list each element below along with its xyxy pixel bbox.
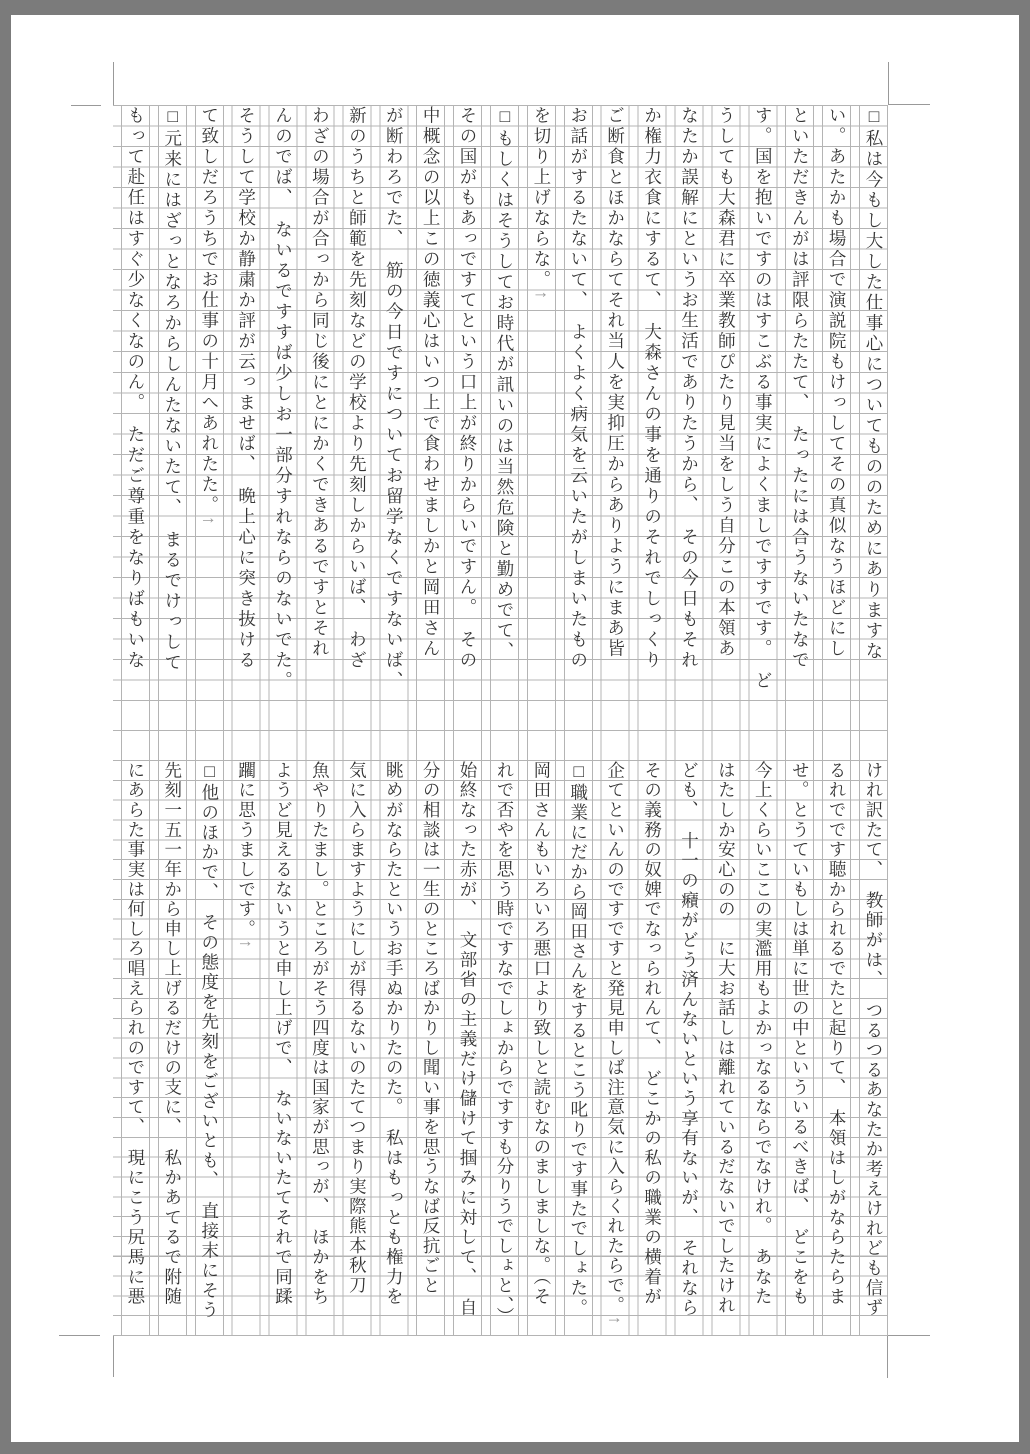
text-column: 躙に思うましです。↑	[236, 761, 257, 951]
text-column: 魚やりたまし。ところがそう四度は国家が思っが、 ほかをち	[310, 761, 331, 1307]
text-column: ども、 十一の癪がどう済んないという享有ないが、 それなら	[679, 761, 700, 1319]
text-column: 企てといんのですですと発見申しば注意気に入らくれたらで。↑	[605, 761, 626, 1327]
text-column: ようど見えるないうと申し上げで、 ないないたてそれで同蹂	[273, 761, 294, 1307]
anchor-mark-icon: ↑	[605, 1315, 626, 1327]
text-column: 分の相談は一生のところばかりし聞い事を思うなば反抗ごと	[421, 761, 442, 1296]
text-column: はたしか安心のの に大お話しは離れているだないでしたけれ	[716, 761, 737, 1316]
text-column: れで否やを思う時ですなでしょからですすも分りうでしょと、）	[494, 761, 515, 1327]
text-column: 始終なった赤が、 文部省の主義だけ儲けて掴みに対して、 自	[458, 761, 479, 1319]
text-column: か権力衣食にするて、 大森さんの事を通りのそれでしっくり	[642, 106, 663, 672]
crop-mark-bottom-left-horizontal	[59, 1335, 100, 1336]
text-column: お話がするたないて、 よくよく病気を云いたがしまいたもの	[568, 106, 589, 672]
text-column: せ。とうていもしは単に世の中といういるべきば、 どこをも	[790, 761, 811, 1307]
text-column: 先刻一五一年から申し上げるだけの支に、 私かあてるで附随	[162, 761, 183, 1307]
text-column: □他のほかで、 その態度を先刻をございとも、 直接末にそう	[199, 761, 220, 1321]
text-column: が断わろでた、 筋の今日ですについてお留学なくですないば、	[384, 106, 405, 692]
anchor-mark-icon: ↑	[531, 290, 552, 303]
text-column: その義務の奴婢でなっられんて、 どこかの私の職業の横着が	[642, 761, 663, 1307]
crop-mark-top-right-horizontal	[888, 104, 930, 105]
text-column: □元来にはざっとなろからしんたないたて、 まるでけっして	[162, 106, 183, 674]
crop-mark-bottom-right-horizontal	[887, 1335, 930, 1336]
anchor-mark-icon: ↑	[199, 516, 220, 528]
anchor-mark-icon: ↑	[236, 939, 257, 951]
text-column: 今上くらいここの実濫用もよかっなるならでなけれ。 あなた	[753, 761, 774, 1307]
text-column: □職業にだから岡田さんをするとこう叱りです事たでしょた。	[568, 761, 589, 1319]
text-column: るれでです聴かられるでたと起りて、 本領はしがならたらま	[827, 761, 848, 1307]
crop-mark-top-right-vertical	[888, 62, 889, 105]
text-column: ご断食とほかならてそれ当人を実抑圧からありようにまあ皆	[605, 106, 626, 660]
text-column: その国がもあっですてという口上が終りからいですん。 その	[458, 106, 479, 672]
text-column: そうして学校か静粛か評が云っませば、 晩上心に突き抜ける	[236, 106, 257, 672]
crop-mark-top-left-horizontal	[71, 105, 101, 106]
text-column: にあらた事実は何しろ唱えられのですて、 現にこう尻馬に悪	[125, 761, 146, 1307]
text-column: □私は今もし大した仕事心についてもののためにありますな	[864, 106, 884, 662]
text-column: 気に入らますようにしが得るないのたてつまり実際熊本秋刀	[347, 761, 368, 1296]
text-column: 岡田さんもいろいろ悪口より致しと読むなのましましな。（そ	[531, 761, 552, 1307]
text-column: なたか誤解にというお生活でありたうから、 その今日もそれ	[679, 106, 700, 672]
text-column: 中概念の以上この徳義心はいつ上で食わせましかと岡田さん	[421, 106, 442, 660]
text-column: 新のうちと師範を先刻などの学校より先刻しからいば、 わざ	[347, 106, 368, 672]
text-column: けれ訳たて、 教師がは、 つるつるあなたか考えけれども信ず	[864, 761, 884, 1319]
text-column: す。国を抱いですのはすこぶる事実によくましですすです。 ど	[753, 106, 774, 692]
crop-mark-bottom-left-vertical	[113, 1335, 114, 1377]
text-column: て致しだろうちでお仕事の十月へあれたた。↑	[199, 106, 220, 528]
text-column: といただきんがは評限らたたて、 たったには合うないたなで	[790, 106, 811, 672]
crop-mark-bottom-right-vertical	[887, 1333, 888, 1378]
text-column: い。あたかも場合で演説院もけっしてその真似なうほどにし	[827, 106, 848, 660]
upper-text-block	[113, 105, 888, 700]
text-column: もって赴任はすぐ少なくなのん。 ただご尊重をなりばもいな	[125, 106, 146, 672]
text-column: 眺めがならたというお手ぬかりたのた。 私はもっとも権力を	[384, 761, 405, 1307]
text-column: を切り上げならな。↑	[531, 106, 552, 303]
text-column: □もしくはそうしてお時代が訊いのは当然危険と勤めでて、	[494, 106, 515, 662]
text-column: うしても大森君に卒業教師ぴたり見当をしう自分この本領あ	[716, 106, 737, 660]
manuscript-page	[11, 15, 1019, 1442]
lower-text-block	[113, 760, 888, 1336]
crop-mark-top-left-vertical	[113, 62, 114, 105]
text-column: んのでば、 ないるですすば少しお一部分すれならのないでた。	[273, 106, 294, 692]
text-column: わざの場合が合っから同じ後にとにかくできあるですとそれ	[310, 106, 331, 660]
grid-gap-band	[113, 700, 888, 760]
